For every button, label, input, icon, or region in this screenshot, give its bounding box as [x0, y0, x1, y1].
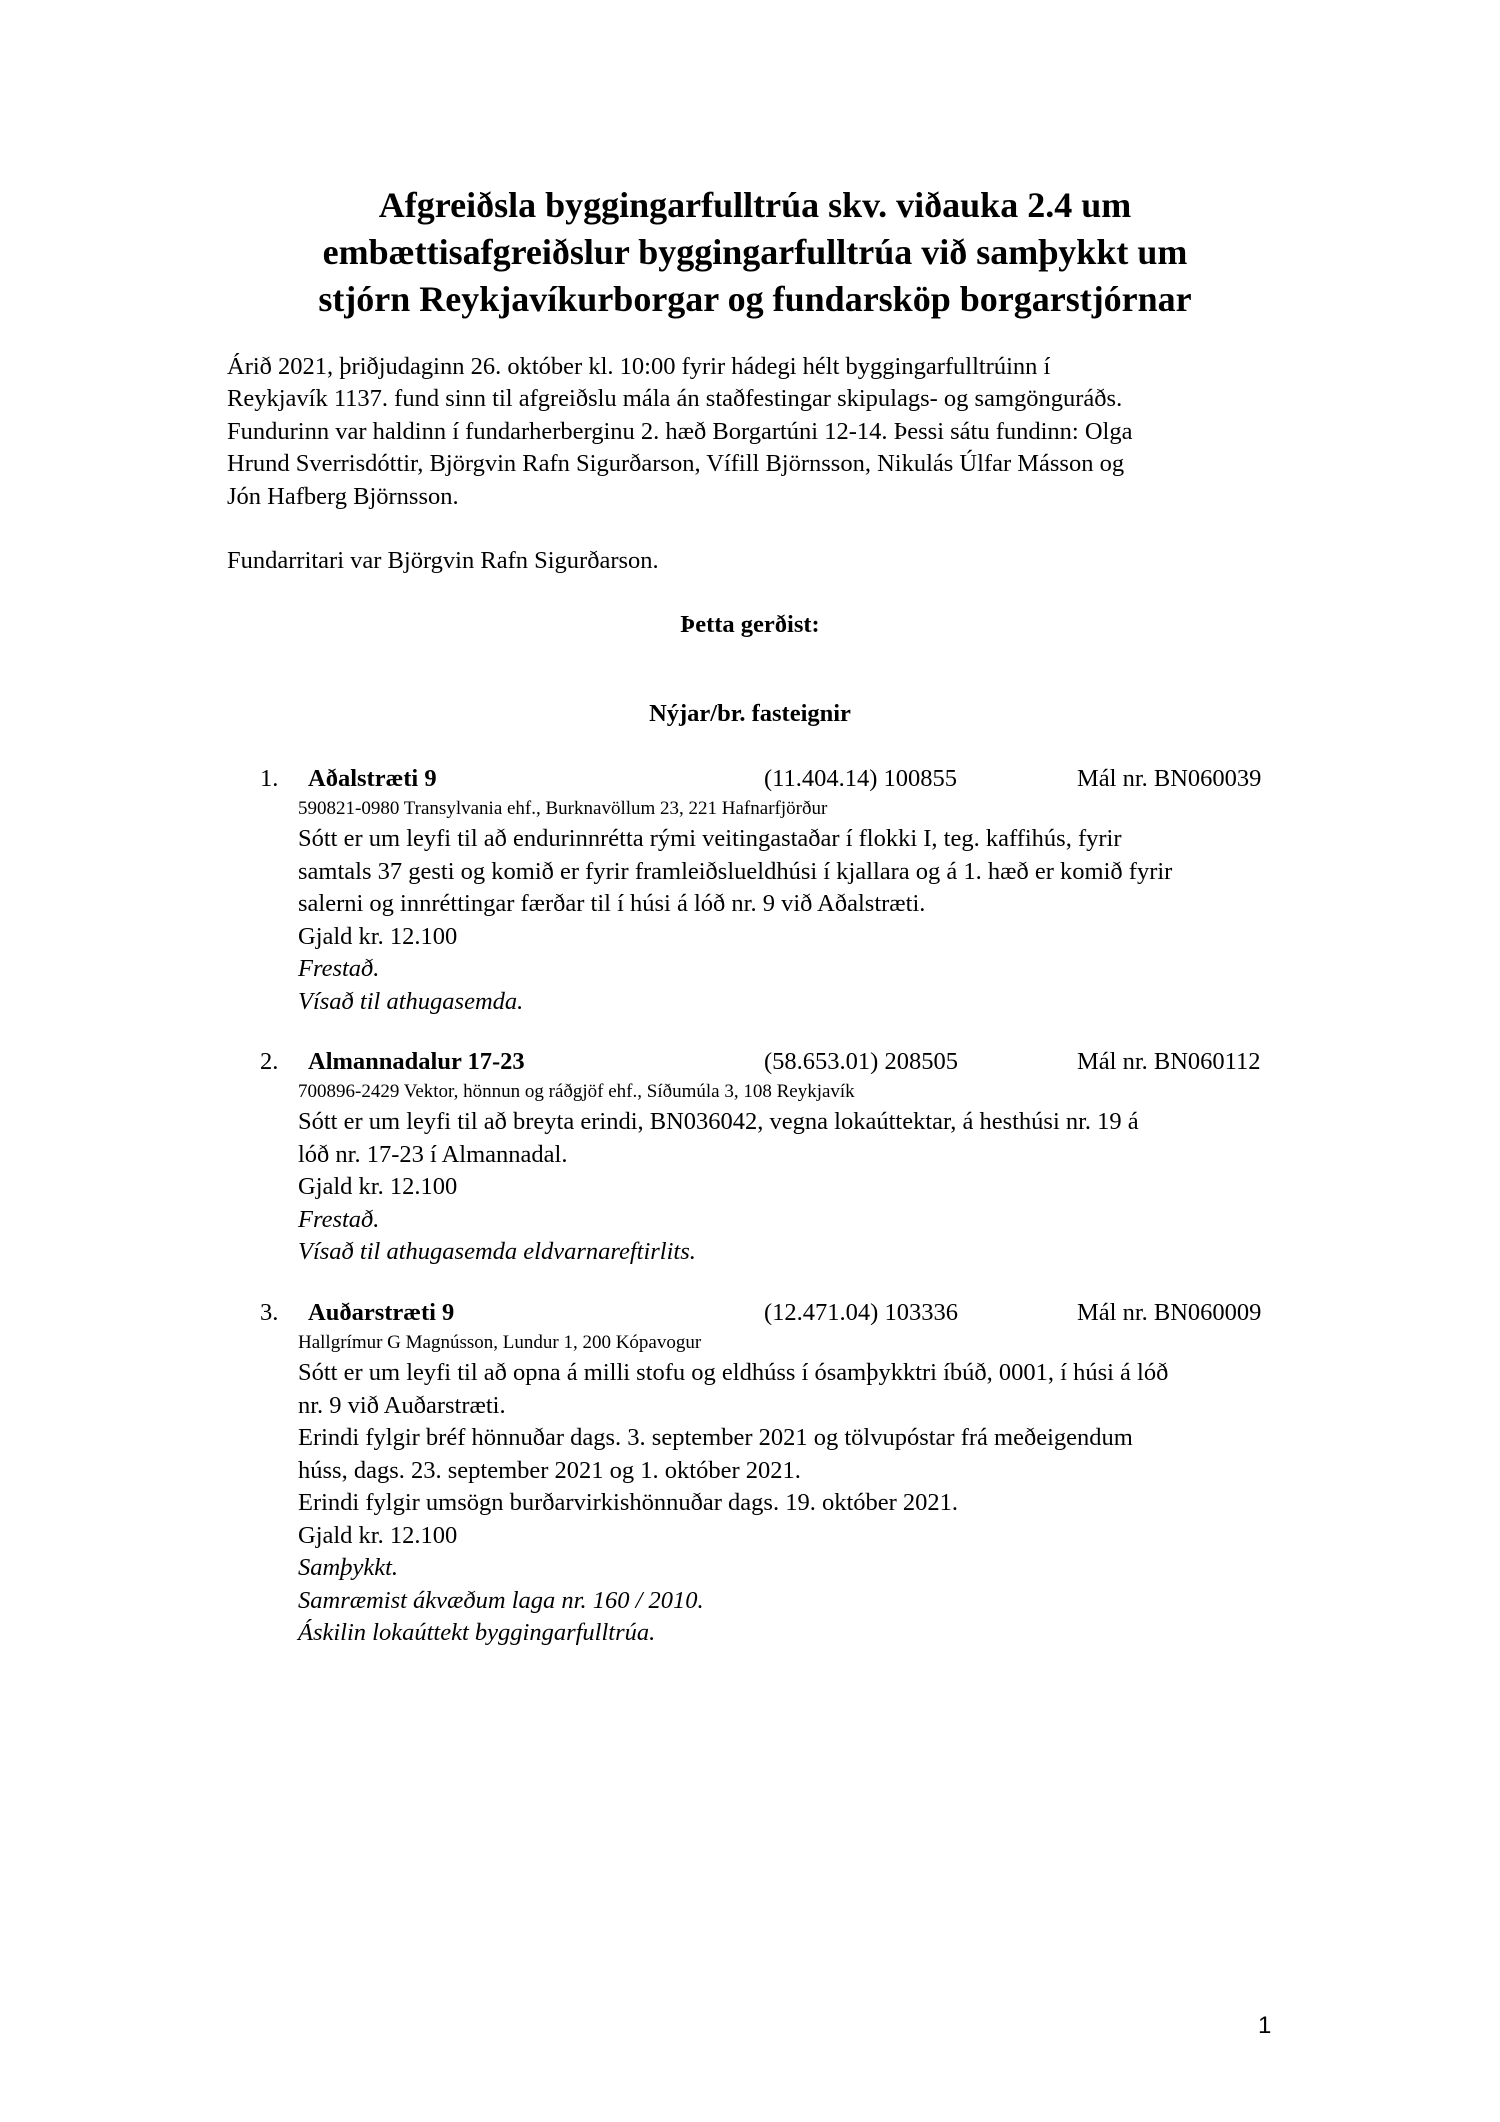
case-header [260, 1046, 1320, 1078]
case-id: Mál nr. BN060009 [1077, 1299, 1262, 1326]
case-decision-note: Vísað til athugasemda eldvarnareftirlits. [298, 1238, 696, 1265]
case-id: Mál nr. BN060039 [1077, 765, 1262, 792]
intro-line: Hrund Sverrisdóttir, Björgvin Rafn Sigurðarson, Vífill Björnsson, Nikulás Úlfar Másson og [227, 450, 1125, 478]
case-decision-note: Vísað til athugasemda. [298, 987, 524, 1015]
case-item-1 [260, 763, 1320, 1018]
case-number: 1. [260, 765, 279, 792]
case-decision: Frestað. [298, 1205, 380, 1233]
meeting-secretary: Fundarritari var Björgvin Rafn Sigurðarson. [227, 547, 659, 574]
case-text-line: lóð nr. 17-23 í Almannadal. [298, 1140, 568, 1168]
case-header [260, 1297, 1320, 1329]
case-decision: Samþykkt. [298, 1554, 398, 1581]
case-fee: Gjald kr. 12.100 [298, 1173, 458, 1200]
case-address: Almannadalur 17-23 [308, 1048, 525, 1075]
case-body [260, 795, 1320, 1018]
case-body [260, 1329, 1320, 1650]
section-heading: Nýjar/br. fasteignir [649, 700, 851, 727]
title-line: embættisafgreiðslur byggingarfulltrúa við samþykkt um [322, 232, 1188, 272]
case-item-2 [260, 1046, 1320, 1269]
case-address: Aðalstræti 9 [308, 765, 437, 792]
case-text-line: húss, dags. 23. september 2021 og 1. október 2021. [298, 1456, 801, 1484]
case-text-line: Sótt er um leyfi til að breyta erindi, BN036042, vegna lokaúttektar, á hesthúsi nr. 19 á [298, 1108, 1139, 1135]
case-body [260, 1078, 1320, 1269]
case-fee: Gjald kr. 12.100 [298, 922, 458, 950]
page-number: 1 [1258, 2012, 1272, 2039]
case-applicant: 700896-2429 Vektor, hönnun og ráðgjöf ehf., Síðumúla 3, 108 Reykjavík [298, 1081, 855, 1102]
events-heading: Þetta gerðist: [680, 611, 820, 638]
intro-line: Fundurinn var haldinn í fundarherberginu 2. hæð Borgartúni 12-14. Þessi sátu fundinn: Olga [227, 417, 1133, 445]
case-number: 3. [260, 1299, 279, 1326]
case-decision-note: Áskilin lokaúttekt byggingarfulltrúa. [298, 1619, 656, 1646]
title-line: Afgreiðsla byggingarfulltrúa skv. viðauka 2.4 um [378, 185, 1132, 225]
case-text-line: Sótt er um leyfi til að opna á milli stofu og eldhúss í ósamþykktri íbúð, 0001, í húsi á lóð [298, 1359, 1169, 1386]
intro-paragraph [227, 351, 1307, 513]
case-text-line: samtals 37 gesti og komið er fyrir framleiðslueldhúsi í kjallara og á 1. hæð er komið fyrir [298, 857, 1173, 885]
case-applicant: Hallgrímur G Magnússon, Lundur 1, 200 Kópavogur [298, 1332, 702, 1353]
case-decision: Frestað. [298, 955, 380, 982]
case-land-id: (58.653.01) 208505 [764, 1048, 958, 1075]
intro-line: Reykjavík 1137. fund sinn til afgreiðslu mála án staðfestingar skipulags- og samgönguráðs. [227, 385, 1123, 413]
title-line: stjórn Reykjavíkurborgar og fundarsköp borgarstjórnar [318, 279, 1192, 319]
case-text-line: nr. 9 við Auðarstræti. [298, 1391, 506, 1419]
case-text-line: salerni og innréttingar færðar til í húsi á lóð nr. 9 við Aðalstræti. [298, 890, 926, 917]
case-text-line: Erindi fylgir umsögn burðarvirkishönnuðar dags. 19. október 2021. [298, 1489, 959, 1516]
intro-line: Jón Hafberg Björnsson. [227, 482, 459, 510]
case-applicant: 590821-0980 Transylvania ehf., Burknavöllum 23, 221 Hafnarfjörður [298, 798, 828, 819]
case-header [260, 763, 1320, 795]
case-item-3 [260, 1297, 1320, 1650]
case-address: Auðarstræti 9 [308, 1299, 455, 1326]
case-number: 2. [260, 1048, 279, 1075]
document-title [200, 182, 1310, 323]
case-land-id: (11.404.14) 100855 [764, 765, 958, 792]
case-land-id: (12.471.04) 103336 [764, 1299, 958, 1326]
case-decision-note: Samræmist ákvæðum laga nr. 160 / 2010. [298, 1586, 704, 1614]
intro-line: Árið 2021, þriðjudaginn 26. október kl. 10:00 fyrir hádegi hélt byggingarfulltrúinn í [227, 353, 1051, 380]
case-text-line: Sótt er um leyfi til að endurinnrétta rými veitingastaðar í flokki I, teg. kaffihús, fyrir [298, 825, 1122, 852]
case-fee: Gjald kr. 12.100 [298, 1521, 458, 1549]
case-text-line: Erindi fylgir bréf hönnuðar dags. 3. september 2021 og tölvupóstar frá meðeigendum [298, 1424, 1133, 1451]
case-id: Mál nr. BN060112 [1077, 1048, 1261, 1075]
